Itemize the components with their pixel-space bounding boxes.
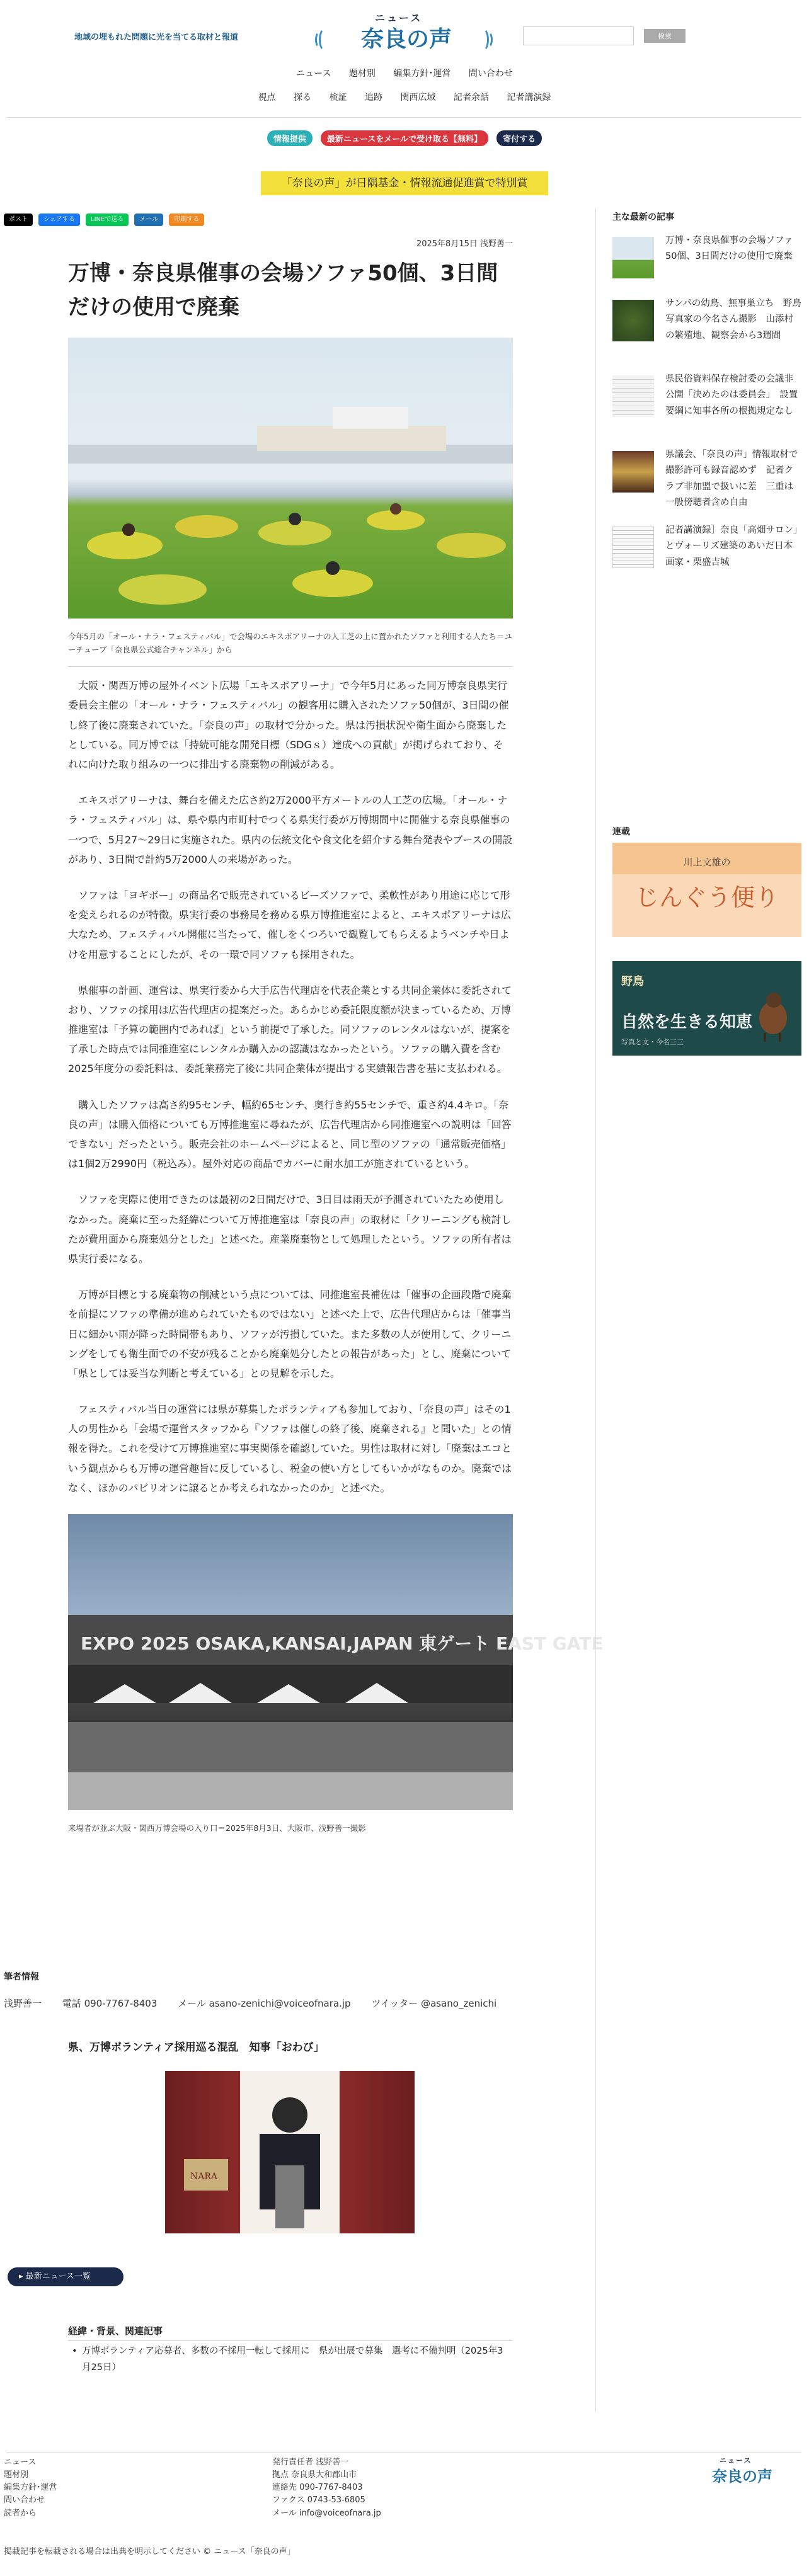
footer-link-news[interactable]: ニュース xyxy=(4,2458,37,2467)
banner2-main-text: 自然を生きる知恵 xyxy=(621,1013,753,1032)
sidebar xyxy=(612,210,801,1046)
paragraph: 購入したソファは高さ約95センチ、幅約65センチ、奥行き約55センチで、重さ約4.4キロ。「奈良の声」は購入価格についても万博推進室に尋ねたが、広告代理店から同推進室への説明は「回答できない」だったという。販売会社のホームページによると、同じ型のソファの「通常販売価格」は1個2万2990円（税込み）。屋外対応の商品でカバーに耐水加工が施されているという。 xyxy=(68,1098,512,1170)
share-facebook-button[interactable]: シェアする xyxy=(38,214,80,226)
nav-item-viewpoint[interactable]: 視点 xyxy=(258,93,276,103)
sofa-photo xyxy=(68,338,513,618)
author-info xyxy=(4,1970,558,2010)
footer-fax: ファクス 0743-53-6805 xyxy=(272,2495,365,2505)
nav-item-explore[interactable]: 探る xyxy=(294,93,312,103)
nav-item-followup[interactable]: 追跡 xyxy=(365,93,382,103)
footer-publisher-info xyxy=(272,2456,381,2520)
footer-link-contact[interactable]: 問い合わせ xyxy=(4,2495,45,2505)
sidebar-thumbnail xyxy=(612,300,654,341)
paragraph: ソファは「ヨギボー」の商品名で販売されているビーズソファで、柔軟性があり用途に応じて形を変えられるのが特徴。県実行委の事務局を務める県万博推進室によると、エキスポアリーナは広大なため、フェスティバル開催に当たって、催しをくつろいで観覧してもらえるようベンチや日よけを用意することにしたが、その一環で同ソファも採用された。 xyxy=(68,889,512,960)
wave-icon-right xyxy=(475,25,493,54)
sidebar-article-title: 県民俗資料保存検討委の会議非公開「決めたのは委員会」 設置要綱に知事各所の根拠規定なし xyxy=(665,374,798,416)
nav-item-news[interactable]: ニュース xyxy=(296,69,331,79)
footer-logo-small: ニュース xyxy=(720,2456,752,2465)
article-body xyxy=(68,676,513,1498)
caption-divider xyxy=(68,666,513,667)
background-divider xyxy=(68,2340,513,2341)
nav-item-contact[interactable]: 問い合わせ xyxy=(468,69,513,79)
share-x-button[interactable]: ポスト xyxy=(4,214,33,226)
expo-gate-photo xyxy=(68,1514,604,1810)
footer-links xyxy=(4,2456,57,2520)
banner1-small-text: 川上文雄の xyxy=(683,857,731,868)
related-article-title[interactable]: 県、万博ボランティア採用巡る混乱 知事「おわび」 xyxy=(68,2041,324,2054)
wild-bird-column-banner[interactable] xyxy=(612,961,801,1056)
bird-icon xyxy=(751,986,795,1043)
author-email[interactable]: メール asano-zenichi@voiceofnara.jp xyxy=(178,1998,351,2009)
jingu-column-banner[interactable] xyxy=(612,843,801,937)
author-contact xyxy=(4,1997,558,2010)
share-mail-button[interactable]: メール xyxy=(134,214,163,226)
footer-link-topics[interactable]: 題材別 xyxy=(4,2470,29,2480)
footer-logo[interactable] xyxy=(680,2455,804,2493)
sidebar-article-title: 万博・奈良県催事の会場ソファ50個、3日間だけの使用で廃棄 xyxy=(665,236,793,262)
footer-phone: 連絡先 090-7767-8403 xyxy=(272,2483,363,2493)
author-heading: 筆者情報 xyxy=(4,1972,39,1982)
sidebar-article-title: 記者講演録］奈良「高畑サロン」とヴォーリズ建築のあいだ日本画家・栗盛吉城 xyxy=(665,525,798,567)
nav-item-kansai[interactable]: 関西広域 xyxy=(400,93,436,103)
article xyxy=(68,237,604,1835)
sidebar-thumbnail xyxy=(612,527,654,568)
site-tagline: 地域の埋もれた問題に光を当てる取材と報道 xyxy=(74,33,239,42)
footer-mail[interactable]: メール info@voiceofnara.jp xyxy=(272,2508,381,2518)
article-date-author: 2025年8月15日 浅野善一 xyxy=(416,239,513,249)
paragraph: ソファを実際に使用できたのは最初の2日間だけで、3日目は雨天が予測されていたため使用しなかった。廃棄に至った経緯について万博推進室は「奈良の声」の取材に「クリーニングも検討したが費用面から廃棄処分とした」と述べた。産業廃棄物として処理したという。ソファの所有者は県実行委になる。 xyxy=(68,1194,512,1265)
author-name: 浅野善一 xyxy=(4,1998,42,2009)
governor-photo[interactable] xyxy=(165,2071,415,2233)
search-input[interactable] xyxy=(523,26,634,45)
donate-button[interactable]: 寄付する xyxy=(496,130,542,146)
site-logo[interactable] xyxy=(315,10,493,54)
nav-item-verify[interactable]: 検証 xyxy=(329,93,347,103)
search-button[interactable]: 検索 xyxy=(644,29,686,43)
photo-caption-1: 今年5月の「オール・ナラ・フェスティバル」で会場のエキスポアリーナの人工芝の上に置かれたソファと利用する人たち＝ユーチューブ「奈良県公式総合チャンネル」から xyxy=(68,631,512,655)
paragraph: エキスポアリーナは、舞台を備えた広さ約2万2000平方メートルの人工芝の広場。「オール・ナラ・フェスティバル」は、県や県内市町村でつくる県実行委が万博期間中に開催する奈良県催事の一つで、5月27～29日に実施された。県内の伝統文化や食文化を紹介する舞台発表やブースの開設があり、3日間で計約5万2000人の来場があった。 xyxy=(68,794,513,865)
newsletter-button[interactable]: 最新ニュースをメールで受け取る【無料】 xyxy=(321,130,488,146)
gate-sign-text: EXPO 2025 OSAKA,KANSAI,JAPAN 東ゲート EAST GATE xyxy=(81,1633,604,1655)
governor-photo-illustration xyxy=(165,2071,415,2233)
sidebar-article-title: サンパの幼鳥、無事巣立ち 野鳥写真家の今名さん撮影 山添村の繁殖地、観察会から3週間 xyxy=(665,299,801,341)
author-phone: 電話 090-7767-8403 xyxy=(62,1998,158,2009)
footer-address: 拠点 奈良県大和郡山市 xyxy=(272,2470,357,2480)
podium-sign-text: NARA xyxy=(190,2172,218,2182)
footer-publisher: 発行責任者 浅野善一 xyxy=(272,2458,349,2467)
secondary-nav xyxy=(0,91,809,103)
paragraph: 県催事の計画、運営は、県実行委から大手広告代理店を代表企業とする共同企業体に委託されており、ソファの採用は広告代理店の提案だった。あらかじめ委託限度額が決まっているため、万博推進室は「予算の範囲内であれば」という前提で了承した。同ソファのレンタルはないが、提案を了承した時点では同推進室にレンタルか購入かの認識はなかったという。ソファの購入費を含む2025年度分の委託料は、委託業務完了後に共同企業体が提出する実績報告書を基に支払われる。 xyxy=(68,984,512,1075)
footer-logo-main: 奈良の声 xyxy=(712,2468,772,2485)
footer-link-policy[interactable]: 編集方針･運営 xyxy=(4,2483,57,2493)
latest-news-list-label: 最新ニュース一覧 xyxy=(25,2272,91,2281)
footer-link-readers[interactable]: 読者から xyxy=(4,2508,37,2518)
chevron-right-icon: ▸ xyxy=(19,2272,26,2281)
article-title: 万博・奈良県催事の会場ソファ50個、3日間だけの使用で廃棄 xyxy=(68,261,498,321)
sidebar-divider xyxy=(595,208,596,2412)
banner1-main-text: じんぐう便り xyxy=(634,884,779,911)
copyright-text: 掲載記事を転載される場合は出典を明示してください © ニュース「奈良の声」 xyxy=(4,2547,295,2556)
paragraph: 大阪・関西万博の屋外イベント広場「エキスポアリーナ」で今年5月にあった同万博奈良県実行委員会主催の「オール・ナラ・フェスティバル」の観客用に購入されたソファ50個が、3日間の催し終了後に廃棄されていた。「奈良の声」の取材で分かった。県は汚損状況や衛生面から廃棄したとしている。同万博では「持続可能な開発目標（SDGｓ）達成への貢献」が掲げられており、それに向けた取り組みの一つに排出する廃棄物の削減がある。 xyxy=(68,680,509,771)
paragraph: 万博が目標とする廃棄物の削減という点については、同推進室長補佐は「催事の企画段階で廃棄を前提にソファの準備が進められていたものではない」と述べた上で、広告代理店からは「催事当日に細かい雨が降った時間帯もあり、ソファが汚損していた。また多数の人が使用して、クリーニングをしても衛生面での不安が残ることから廃棄処分したとの報告があった」とし、廃棄について「県としては妥当な判断と考えている」との見解を示した。 xyxy=(68,1289,512,1379)
info-submit-button[interactable]: 情報提供 xyxy=(267,130,313,146)
logo-small-text: ニュース xyxy=(375,12,423,24)
banner2-small-text: 野鳥 xyxy=(621,975,644,988)
sidebar-article-title: 県議会、「奈良の声」情報取材で撮影許可も録音認めず 記者クラブ非加盟で扱いに差 三重は一般傍聴者含め自由 xyxy=(665,450,798,508)
nav-item-topics[interactable]: 題材別 xyxy=(348,69,376,79)
nav-item-policy[interactable]: 編集方針･運営 xyxy=(393,69,451,79)
logo-main-text: 奈良の声 xyxy=(360,26,452,52)
author-twitter[interactable]: ツイッター @asano_zenichi xyxy=(371,1998,497,2009)
background-link[interactable]: • 万博ボランティア応募者、多数の不採用一転して採用に 県が出展で募集 選考に不備判明（2025年3月25日） xyxy=(82,2343,510,2376)
site-header xyxy=(0,0,809,50)
nav-item-lectures[interactable]: 記者講演録 xyxy=(507,93,551,103)
paragraph: フェスティバル当日の運営には県が募集したボランティアも参加しており、「奈良の声」はその1人の男性から「会場で運営スタッフから『ソファは催しの終了後、廃棄される』と聞いた」との情報を得た。これを受けて万博推進室に事実関係を確認していた。男性は取材に対し「廃棄はエコという観点からも万博の運営趣旨に反しているし、税金の使い方としてもいかがなものか。廃棄ではなく、ほかのパビリオンに譲るとか考えられなかったのか」と述べた。 xyxy=(68,1403,512,1494)
banner2-sub-text: 写真と文・今名三三 xyxy=(621,1038,684,1046)
action-pills xyxy=(0,130,809,146)
latest-news-list-button[interactable] xyxy=(8,2267,123,2286)
share-buttons xyxy=(4,212,207,226)
share-print-button[interactable]: 印刷する xyxy=(169,214,204,226)
primary-nav xyxy=(0,67,809,79)
photo-caption-2: 来場者が並ぶ大阪・関西万博会場の入り口＝2025年8月3日、大阪市、浅野善一撮影 xyxy=(68,1823,366,1833)
header-divider xyxy=(6,117,801,118)
sidebar-thumbnail xyxy=(612,375,654,417)
serial-heading: 連載 xyxy=(612,827,630,837)
expo-gate-illustration xyxy=(68,1514,604,1810)
award-banner[interactable]: 「奈良の声」が日隅基金・情報流通促進賞で特別賞 xyxy=(261,171,548,195)
sidebar-thumbnail xyxy=(612,451,654,493)
share-line-button[interactable]: LINEで送る xyxy=(86,214,129,226)
nav-item-reporter-notes[interactable]: 記者余話 xyxy=(453,93,489,103)
background-heading: 経緯・背景、関連記事 xyxy=(68,2325,163,2337)
sofa-photo-illustration xyxy=(68,338,513,618)
sidebar-heading: 主な最新の記事 xyxy=(612,212,674,222)
sidebar-thumbnail xyxy=(612,237,654,278)
